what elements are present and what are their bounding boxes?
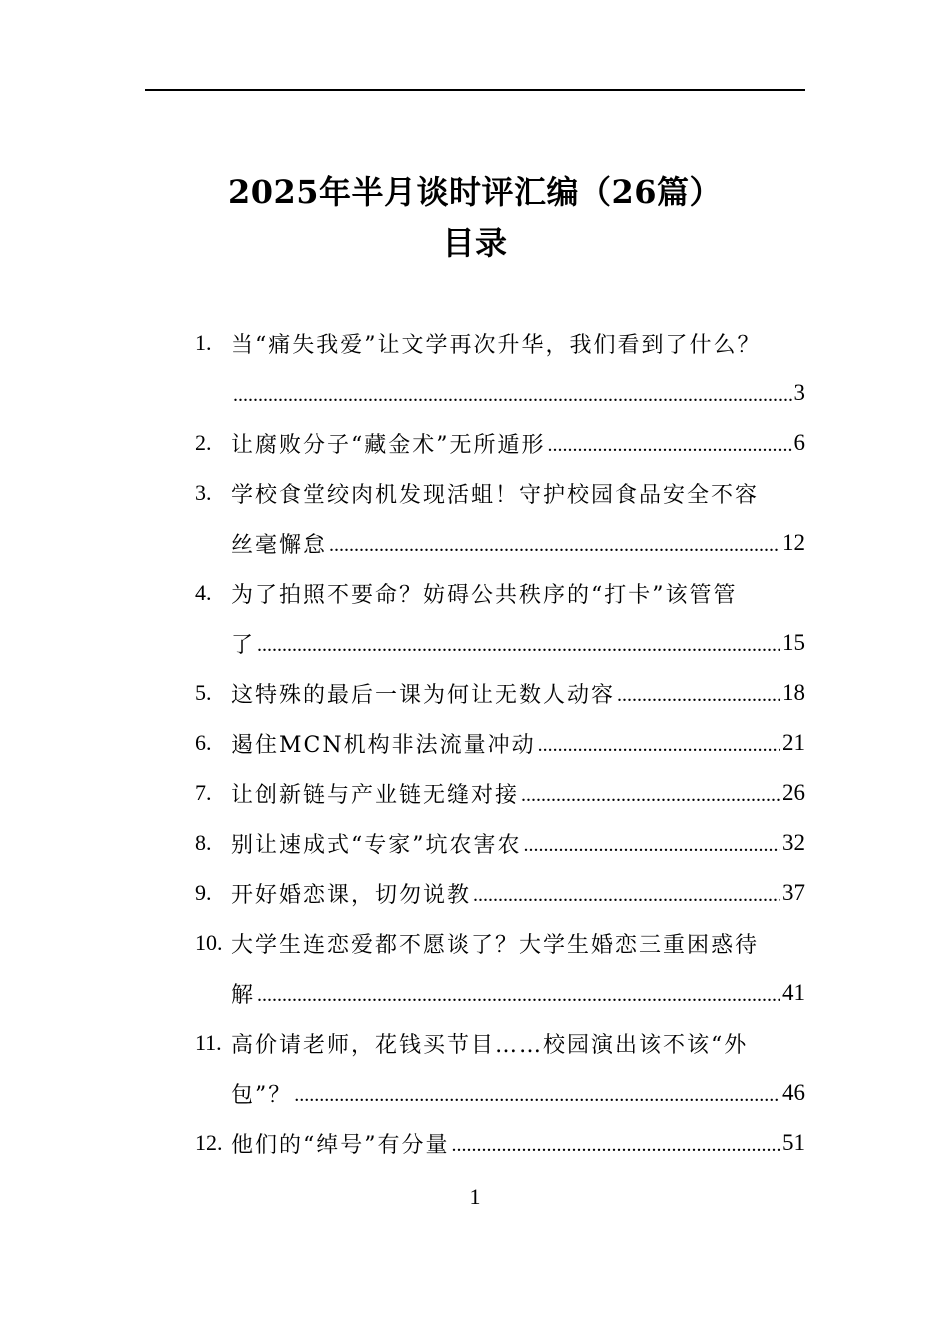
toc-entry-title: 大学生连恋爱都不愿谈了？大学生婚恋三重困惑待 <box>231 932 760 958</box>
dot-leader <box>257 634 780 657</box>
toc-entry-number: 12. <box>195 1130 223 1155</box>
dot-leader <box>521 784 780 807</box>
toc-entry[interactable] <box>195 668 805 718</box>
toc-entry[interactable] <box>195 468 805 568</box>
toc-heading: 目录 <box>442 224 508 262</box>
toc-entry-page: 15 <box>782 630 805 655</box>
toc-entry-page: 3 <box>793 380 805 405</box>
toc-entry-page: 41 <box>782 980 805 1005</box>
toc-entry-page: 51 <box>782 1130 805 1155</box>
toc-entry[interactable] <box>195 1118 805 1168</box>
toc-entry-page: 21 <box>782 730 805 755</box>
toc-entry-page: 12 <box>782 530 805 555</box>
dot-leader <box>617 684 780 707</box>
toc-entry-title: 了 <box>231 632 256 658</box>
toc-entry-number: 3. <box>195 480 212 505</box>
dot-leader <box>257 984 780 1007</box>
toc-entry[interactable] <box>195 1018 805 1118</box>
toc-entry-page: 46 <box>782 1080 805 1105</box>
toc-entry-page: 18 <box>782 680 805 705</box>
dot-leader <box>294 1084 780 1107</box>
toc-entry-title: 让创新链与产业链无缝对接 <box>231 782 520 808</box>
toc-entry-number: 4. <box>195 580 212 605</box>
toc-entry-title: 开好婚恋课，切勿说教 <box>231 882 472 908</box>
toc-entry-number: 6. <box>195 730 212 755</box>
toc-entry-page: 26 <box>782 780 805 805</box>
toc-entry-number: 2. <box>195 430 212 455</box>
toc-entry[interactable] <box>195 318 805 418</box>
toc-entry[interactable] <box>195 818 805 868</box>
dot-leader <box>329 534 780 557</box>
toc-entry-title: 解 <box>231 982 256 1008</box>
toc-entry-page: 37 <box>782 880 805 905</box>
toc-entry-title: 这特殊的最后一课为何让无数人动容 <box>231 682 616 708</box>
toc-entry-title: 遏住MCN机构非法流量冲动 <box>231 732 536 758</box>
toc-entry-title: 当“痛失我爱”让文学再次升华，我们看到了什么？ <box>231 332 762 358</box>
toc-entry-number: 11. <box>195 1030 222 1055</box>
toc-entry-number: 7. <box>195 780 212 805</box>
toc-entry[interactable] <box>195 768 805 818</box>
dot-leader <box>473 884 780 907</box>
toc-entry-number: 8. <box>195 830 212 855</box>
document-title: 2025年半月谈时评汇编（26篇） <box>227 173 723 211</box>
toc-entry-title: 包”？ <box>231 1082 293 1108</box>
toc-entry-number: 5. <box>195 680 212 705</box>
toc-entry[interactable] <box>195 568 805 668</box>
toc-entry-title: 高价请老师，花钱买节目……校园演出该不该“外 <box>231 1032 749 1058</box>
header-rule <box>145 89 805 91</box>
toc-entry-title: 别让速成式“专家”坑农害农 <box>231 832 522 858</box>
table-of-contents <box>195 318 805 1168</box>
dot-leader <box>524 834 781 857</box>
toc-entry[interactable] <box>195 918 805 1018</box>
dot-leader <box>548 434 792 457</box>
toc-entry-page: 32 <box>782 830 805 855</box>
toc-entry-page: 6 <box>793 430 805 455</box>
toc-entry-number: 10. <box>195 930 223 955</box>
toc-entry-title: 让腐败分子“藏金术”无所遁形 <box>231 432 546 458</box>
dot-leader <box>538 734 780 757</box>
toc-entry-number: 9. <box>195 880 212 905</box>
dot-leader <box>233 384 792 407</box>
page-number: 1 <box>469 1184 481 1209</box>
toc-entry[interactable] <box>195 868 805 918</box>
toc-entry[interactable] <box>195 718 805 768</box>
toc-entry-title: 为了拍照不要命？妨碍公共秩序的“打卡”该管管 <box>231 582 738 608</box>
toc-entry[interactable] <box>195 418 805 468</box>
toc-entry-title: 丝毫懈怠 <box>231 532 328 558</box>
toc-entry-number: 1. <box>195 330 212 355</box>
dot-leader <box>452 1134 781 1157</box>
toc-entry-title: 学校食堂绞肉机发现活蛆！守护校园食品安全不容 <box>231 482 760 508</box>
toc-entry-title: 他们的“绰号”有分量 <box>231 1132 450 1158</box>
